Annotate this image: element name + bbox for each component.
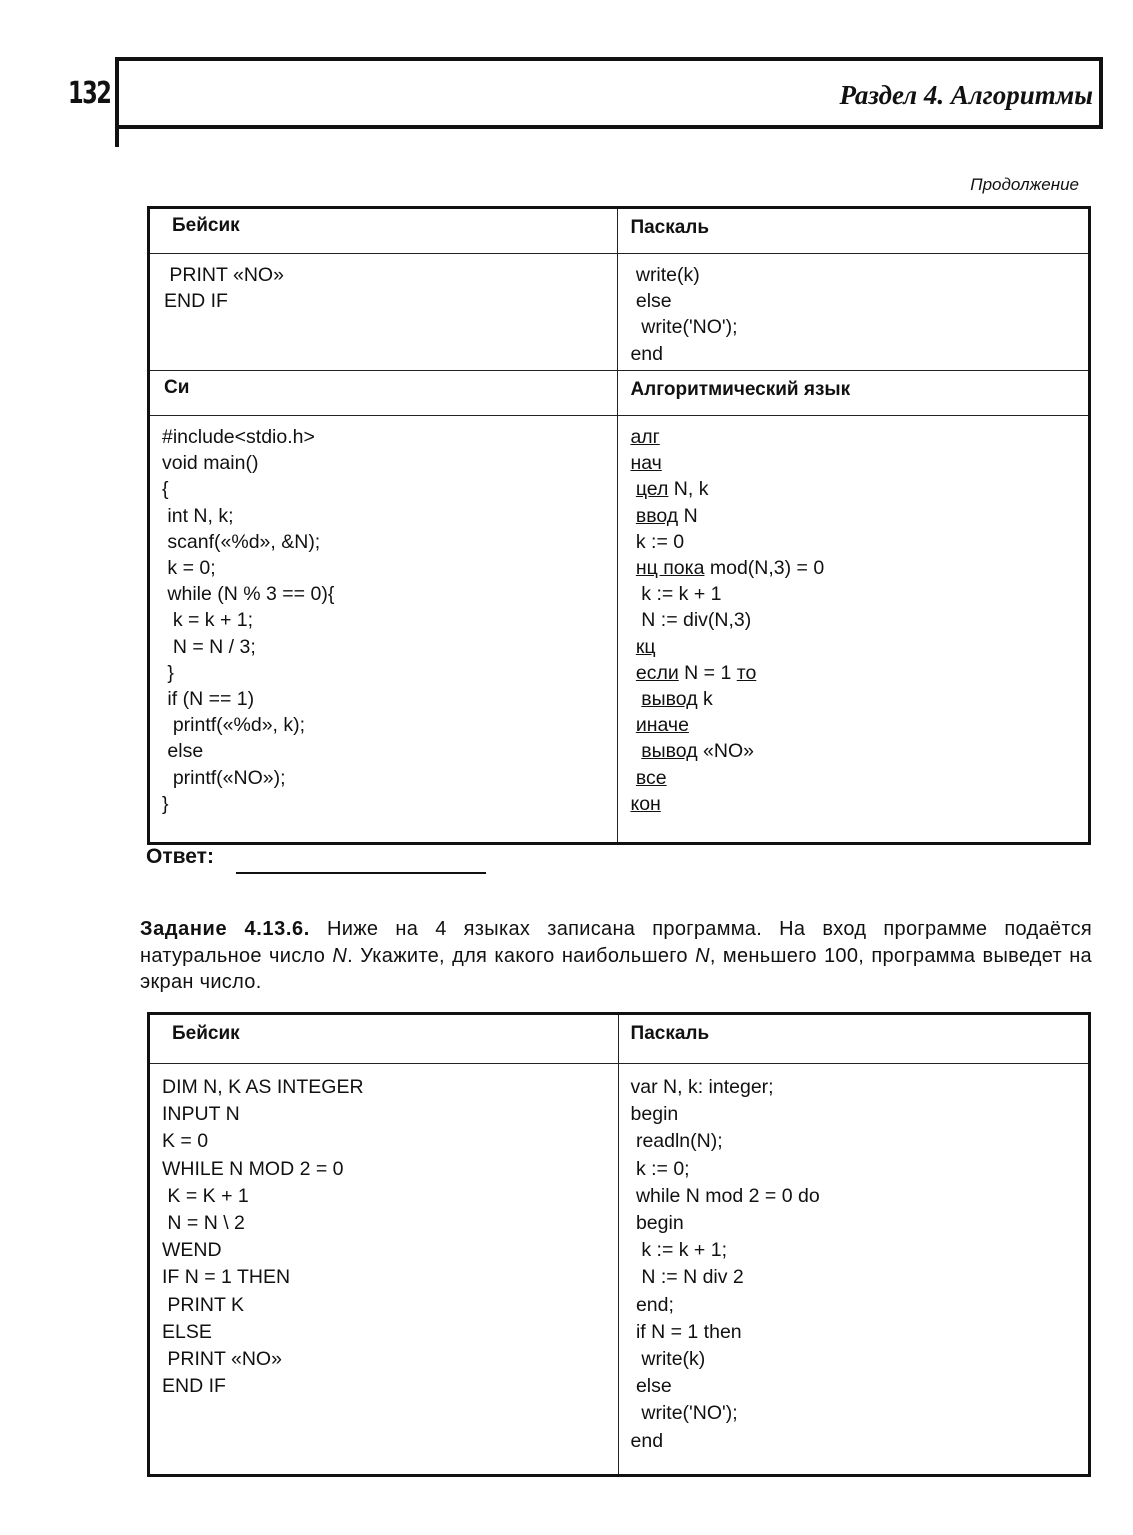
code-text xyxy=(630,688,641,710)
task-text-part: . Укажите, для какого наибольшего xyxy=(347,944,696,967)
code-line: DIM N, K AS INTEGER xyxy=(162,1076,364,1098)
header-pascal: Паскаль xyxy=(618,208,1090,254)
code-line: readln(N); xyxy=(630,1130,723,1153)
code-line: INPUT N xyxy=(162,1103,240,1126)
keyword: все xyxy=(635,766,667,789)
code-text xyxy=(630,583,641,605)
code-line: k := 0; xyxy=(630,1157,690,1180)
code-line: while N mod 2 = 0 do xyxy=(630,1184,820,1207)
code-line xyxy=(630,450,1088,476)
code-line xyxy=(630,712,1088,738)
keyword: вывод xyxy=(641,688,698,711)
code-line: var N, k: integer; xyxy=(630,1076,774,1098)
code-text: N = 1 xyxy=(678,661,737,684)
code-text: k := 0 xyxy=(635,530,685,553)
code-line: PRINT «NO» xyxy=(162,1348,282,1371)
code-line: PRINT K xyxy=(162,1293,244,1316)
code-line: K = K + 1 xyxy=(162,1184,249,1207)
header-c: Си xyxy=(149,371,618,416)
page-number: 132 xyxy=(68,76,111,111)
task-text-part: Ниже на 4 языках записана программа. На вход программе подаётся натуральное число xyxy=(140,918,1093,967)
keyword: нач xyxy=(630,452,662,475)
task-variable: N xyxy=(332,944,348,967)
code-line: k = 0; xyxy=(162,557,216,580)
code-line: IF N = 1 THEN xyxy=(162,1266,291,1289)
code-line xyxy=(630,607,1088,633)
code-line: printf(«NO»); xyxy=(162,766,286,789)
code-line: k := k + 1; xyxy=(630,1239,727,1262)
code-line: END IF xyxy=(162,1375,226,1398)
code-line: end xyxy=(630,1429,664,1452)
code-line: PRINT «NO» xyxy=(164,264,284,286)
code-line: while (N % 3 == 0){ xyxy=(162,583,335,606)
code-line: N = N / 3; xyxy=(162,635,256,658)
code-line: else xyxy=(630,290,672,313)
code-text: N xyxy=(678,504,698,527)
code-line: if N = 1 then xyxy=(630,1320,742,1343)
code-line: } xyxy=(162,792,169,815)
pascal-code-cell xyxy=(618,254,1090,371)
code-line xyxy=(630,555,1088,581)
code-line: k = k + 1; xyxy=(162,609,254,632)
code-line: write(k) xyxy=(630,264,700,286)
c-code-cell xyxy=(149,416,618,844)
keyword: цел xyxy=(635,478,669,501)
header-pascal: Паскаль xyxy=(618,1014,1089,1064)
code-line: printf(«%d», k); xyxy=(162,714,306,737)
answer-label: Ответ: xyxy=(146,845,214,868)
keyword: вывод xyxy=(641,740,698,763)
header-frame-tick xyxy=(115,125,119,147)
keyword: иначе xyxy=(635,714,689,737)
code-line: end; xyxy=(630,1293,674,1316)
keyword: если xyxy=(635,661,679,684)
code-text: k := k + 1 xyxy=(641,583,722,606)
header-basic: Бейсик xyxy=(149,208,618,254)
code-line: #include<stdio.h> xyxy=(162,426,315,448)
code-text: mod(N,3) = 0 xyxy=(704,557,825,580)
section-title: Раздел 4. Алгоритмы xyxy=(839,80,1093,110)
keyword: кц xyxy=(635,635,656,658)
code-line: END IF xyxy=(164,290,228,313)
basic-code-cell xyxy=(149,254,618,371)
code-line xyxy=(630,660,1088,686)
code-line: write(k) xyxy=(630,1348,706,1371)
continuation-label: Продолжение xyxy=(970,175,1079,194)
code-line: end xyxy=(630,342,663,365)
code-line: begin xyxy=(630,1212,684,1235)
code-line: scanf(«%d», &N); xyxy=(162,530,321,553)
code-line: else xyxy=(630,1375,672,1398)
code-line xyxy=(630,686,1088,712)
code-line: write('NO'); xyxy=(630,1402,738,1425)
code-text: N, k xyxy=(668,478,709,501)
code-line: WEND xyxy=(162,1239,222,1262)
code-line xyxy=(630,791,1088,817)
keyword: то xyxy=(736,661,757,684)
task-text xyxy=(140,916,1092,996)
code-line: } xyxy=(162,661,174,684)
keyword: кон xyxy=(630,792,661,815)
code-line: begin xyxy=(630,1103,679,1126)
code-line xyxy=(630,765,1088,791)
code-table-continued xyxy=(147,206,1091,845)
task-number: Задание 4.13.6. xyxy=(140,918,310,940)
pascal-code-cell xyxy=(618,1064,1089,1476)
code-line xyxy=(630,581,1088,607)
code-text xyxy=(630,740,641,762)
code-line: write('NO'); xyxy=(630,316,738,339)
header-algorithmic: Алгоритмический язык xyxy=(618,371,1090,416)
code-line: int N, k; xyxy=(162,504,234,527)
code-line: K = 0 xyxy=(162,1130,209,1153)
keyword: алг xyxy=(630,426,660,448)
task-text-part: , меньшего 100, программа выведет на экран число. xyxy=(140,944,1092,993)
code-line: N := N div 2 xyxy=(630,1266,744,1289)
code-line: WHILE N MOD 2 = 0 xyxy=(162,1157,344,1180)
keyword: ввод xyxy=(635,504,679,527)
code-line xyxy=(630,503,1088,529)
basic-code-cell xyxy=(149,1064,619,1476)
code-text: «NO» xyxy=(697,740,754,763)
code-line xyxy=(630,529,1088,555)
code-line: { xyxy=(162,478,169,501)
code-line xyxy=(630,424,1088,450)
task-variable: N xyxy=(695,944,710,967)
code-line xyxy=(630,634,1088,660)
code-line: void main() xyxy=(162,452,259,475)
code-table-task xyxy=(147,1012,1091,1477)
header-basic: Бейсик xyxy=(149,1014,619,1064)
code-line xyxy=(630,476,1088,502)
answer-line xyxy=(236,872,486,874)
code-line xyxy=(630,738,1088,764)
code-line: if (N == 1) xyxy=(162,688,255,711)
code-line: else xyxy=(162,740,204,763)
code-line: N = N \ 2 xyxy=(162,1212,245,1235)
code-line: ELSE xyxy=(162,1320,212,1343)
code-text: N := div(N,3) xyxy=(641,609,752,632)
code-text xyxy=(630,609,641,631)
keyword: нц пока xyxy=(635,557,705,580)
algorithmic-code-cell xyxy=(618,416,1090,844)
code-text: k xyxy=(697,688,713,711)
